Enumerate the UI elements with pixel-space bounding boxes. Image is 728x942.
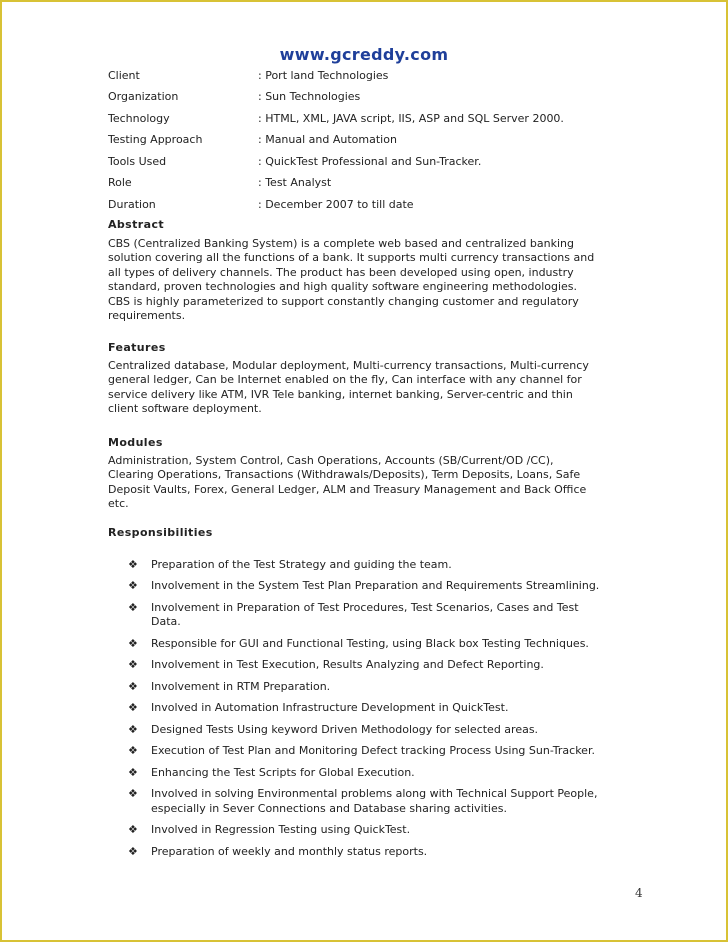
info-value: : Manual and Automation <box>258 133 397 146</box>
responsibility-text: Data. <box>151 615 181 628</box>
modules-line: Clearing Operations, Transactions (Withdrawals/Deposits), Term Deposits, Loans, Safe <box>108 468 581 481</box>
responsibility-item <box>108 744 653 759</box>
responsibility-text: Involved in solving Environmental problems along with Technical Support People, <box>151 787 598 800</box>
page-number: 4 <box>635 886 643 900</box>
info-label: Tools Used <box>108 154 167 168</box>
modules-text <box>108 454 653 512</box>
responsibility-item <box>108 637 653 652</box>
responsibility-item <box>108 845 653 860</box>
project-info-table <box>108 65 653 216</box>
diamond-bullet-icon: ❖ <box>128 557 138 571</box>
features-line: general ledger, Can be Internet enabled on the fly, Can interface with any channel for <box>108 373 582 386</box>
diamond-bullet-icon: ❖ <box>128 636 138 650</box>
responsibility-text: Preparation of the Test Strategy and guiding the team. <box>151 557 452 571</box>
info-value: : December 2007 to till date <box>258 197 414 211</box>
responsibility-item <box>108 701 653 716</box>
responsibility-item <box>108 579 653 594</box>
diamond-bullet-icon: ❖ <box>128 701 138 714</box>
diamond-bullet-icon: ❖ <box>128 787 138 800</box>
info-label: Client <box>108 68 140 82</box>
responsibility-item <box>108 658 653 673</box>
info-label: Testing Approach <box>108 133 203 146</box>
diamond-bullet-icon: ❖ <box>128 744 138 757</box>
features-section <box>108 341 653 417</box>
responsibility-item <box>108 723 653 738</box>
info-value: : Port land Technologies <box>258 68 389 82</box>
abstract-line: standard, proven technologies and high quality software engineering methodologies. <box>108 280 578 293</box>
modules-line: Deposit Vaults, Forex, General Ledger, ALM and Treasury Management and Back Office <box>108 482 587 496</box>
responsibility-text: Designed Tests Using keyword Driven Methodology for selected areas. <box>151 722 539 736</box>
diamond-bullet-icon: ❖ <box>128 679 138 693</box>
features-heading: Features <box>108 340 166 354</box>
abstract-section <box>108 216 653 324</box>
abstract-line: requirements. <box>108 309 186 322</box>
abstract-text <box>108 237 653 324</box>
diamond-bullet-icon: ❖ <box>128 844 138 858</box>
responsibility-item <box>108 823 653 838</box>
responsibility-text: Execution of Test Plan and Monitoring Defect tracking Process Using Sun-Tracker. <box>151 744 595 757</box>
diamond-bullet-icon: ❖ <box>128 823 138 836</box>
responsibility-text: Responsible for GUI and Functional Testing, using Black box Testing Techniques. <box>151 636 589 650</box>
diamond-bullet-icon: ❖ <box>128 579 138 592</box>
responsibility-text: Involved in Regression Testing using QuickTest. <box>151 823 411 836</box>
info-value: : QuickTest Professional and Sun-Tracker. <box>258 154 482 168</box>
responsibility-text: Involvement in RTM Preparation. <box>151 679 331 693</box>
document-content <box>108 65 653 866</box>
diamond-bullet-icon: ❖ <box>128 600 138 614</box>
info-row <box>108 87 653 109</box>
responsibility-text: Involved in Automation Infrastructure Development in QuickTest. <box>151 701 509 714</box>
responsibility-text: Involvement in the System Test Plan Preparation and Requirements Streamlining. <box>151 579 600 592</box>
responsibility-text: especially in Sever Connections and Database sharing activities. <box>151 801 507 815</box>
info-value: : HTML, XML, JAVA script, IIS, ASP and SQL Server 2000. <box>258 111 564 125</box>
info-row <box>108 173 653 195</box>
abstract-line: all types of delivery channels. The product has been developed using open, industry <box>108 265 574 279</box>
info-row <box>108 108 653 130</box>
modules-section <box>108 436 653 512</box>
responsibilities-heading: Responsibilities <box>108 525 213 539</box>
diamond-bullet-icon: ❖ <box>128 765 138 779</box>
info-row <box>108 194 653 216</box>
responsibility-item <box>108 601 653 630</box>
features-line: client software deployment. <box>108 402 262 415</box>
info-row <box>108 65 653 87</box>
responsibility-item <box>108 680 653 695</box>
abstract-heading: Abstract <box>108 217 165 231</box>
features-line: service delivery like ATM, IVR Tele banking, internet banking, Server-centric and thin <box>108 387 573 401</box>
info-value: : Sun Technologies <box>258 90 361 103</box>
responsibility-item <box>108 766 653 781</box>
diamond-bullet-icon: ❖ <box>128 658 138 671</box>
features-text <box>108 359 653 417</box>
modules-line: Administration, System Control, Cash Operations, Accounts (SB/Current/OD /CC), <box>108 453 554 467</box>
responsibility-text: Involvement in Test Execution, Results Analyzing and Defect Reporting. <box>151 658 544 671</box>
diamond-bullet-icon: ❖ <box>128 722 138 736</box>
responsibility-text: Preparation of weekly and monthly status reports. <box>151 844 428 858</box>
info-label: Role <box>108 176 132 189</box>
responsibility-item <box>108 787 653 816</box>
info-label: Duration <box>108 197 156 211</box>
responsibilities-section <box>108 526 653 860</box>
features-line: Centralized database, Modular deployment, Multi-currency transactions, Multi-currency <box>108 358 589 372</box>
info-label: Organization <box>108 90 179 103</box>
info-row <box>108 151 653 173</box>
info-label: Technology <box>108 111 170 125</box>
abstract-line: CBS is highly parameterized to support constantly changing customer and regulatory <box>108 294 579 308</box>
abstract-line: CBS (Centralized Banking System) is a complete web based and centralized banking <box>108 236 574 250</box>
responsibility-text: Involvement in Preparation of Test Procedures, Test Scenarios, Cases and Test <box>151 600 579 614</box>
responsibility-text: Enhancing the Test Scripts for Global Execution. <box>151 765 415 779</box>
responsibility-item <box>108 558 653 573</box>
site-header-link[interactable]: www.gcreddy.com <box>279 45 449 64</box>
info-value: : Test Analyst <box>258 176 332 189</box>
responsibilities-list <box>108 558 653 860</box>
abstract-line: solution covering all the functions of a bank. It supports multi currency transactions and <box>108 251 595 264</box>
info-row <box>108 130 653 152</box>
modules-heading: Modules <box>108 435 163 449</box>
modules-line: etc. <box>108 497 129 510</box>
